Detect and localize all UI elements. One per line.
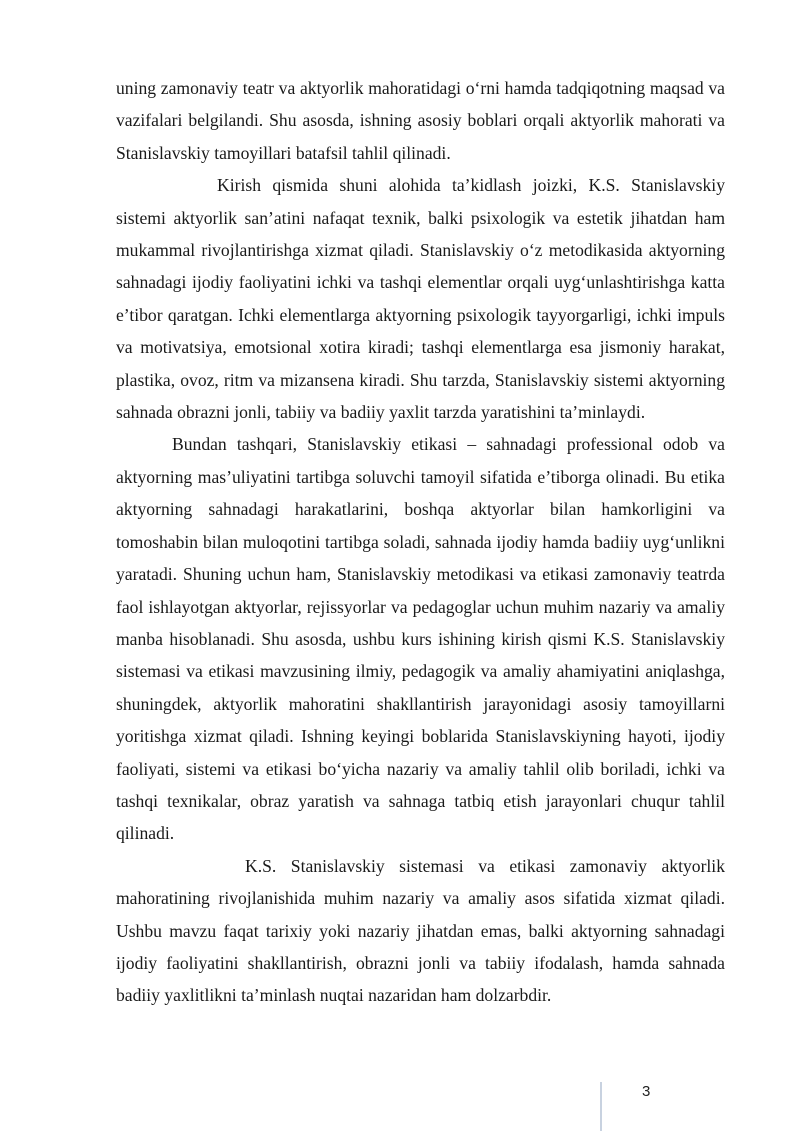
- paragraph-ethics: Bundan tashqari, Stanislavskiy etikasi – sahnadagi professional odob va aktyorning mas’uliyatini tartibga soluvchi tamoyil sifatida e’tiborga olinadi. Bu etika aktyorning sahnadagi harakatlarini, boshqa aktyorlar bilan hamkorligini va tomoshabin bilan muloqotini tartibga soladi, sahnada ijodiy hamda badiiy uyg‘unlikni yaratadi. Shuning uchun ham, Stanislavskiy metodikasi va etikasi zamonaviy teatrda faol ishlayotgan aktyorlar, rejissyorlar va pedagoglar uchun muhim nazariy va amaliy manba hisoblanadi. Shu asosda, ushbu kurs ishining kirish qismi K.S. Stanislavskiy sistemasi va etikasi mavzusining ilmiy, pedagogik va amaliy ahamiyatini aniqlashga, shuningdek, aktyorlik mahoratini shakllantirish jarayonidagi asosiy tamoyillarni yoritishga xizmat qiladi. Ishning keyingi boblarida Stanislavskiyning hayoti, ijodiy faoliyati, sistemi va etikasi bo‘yicha nazariy va amaliy tahlil olib boriladi, ichki va tashqi texnikalar, obraz yaratish va sahnaga tatbiq etish jarayonlari chuqur tahlil qilinadi.: [116, 434, 725, 844]
- page-number-divider: [600, 1082, 602, 1131]
- paragraph-conclusion: K.S. Stanislavskiy sistemasi va etikasi zamonaviy aktyorlik mahoratining rivojlanishida muhim nazariy va amaliy asos sifatida xizmat qiladi. Ushbu mavzu faqat tarixiy yoki nazariy jihatdan emas, balki aktyorning sahnadagi ijodiy faoliyatini shakllantirish, obrazni jonli va tabiiy ifodalash, hamda sahnada badiiy yaxlitlikni ta’minlash nuqtai nazaridan ham dolzarbdir.: [116, 855, 725, 1006]
- body-text: [116, 72, 725, 1012]
- page-number: 3: [642, 1083, 651, 1100]
- paragraph-continuation: uning zamonaviy teatr va aktyorlik mahoratidagi o‘rni hamda tadqiqotning maqsad va vazifalari belgilandi. Shu asosda, ishning asosiy boblari orqali aktyorlik mahorati va Stanislavskiy tamoyillari batafsil tahlil qilinadi.: [116, 78, 725, 163]
- paragraph-introduction: Kirish qismida shuni alohida ta’kidlash joizki, K.S. Stanislavskiy sistemi aktyorlik san’atini nafaqat texnik, balki psixologik va estetik jihatdan ham mukammal rivojlantirishga xizmat qiladi. Stanislavskiy o‘z metodikasida aktyorning sahnadagi ijodiy faoliyatini ichki va tashqi elementlar orqali uyg‘unlashtirishga katta e’tibor qaratgan. Ichki elementlarga aktyorning psixologik tayyorgarligi, ichki impuls va motivatsiya, emotsional xotira kiradi; tashqi elementlarga esa jismoniy harakat, plastika, ovoz, ritm va mizansena kiradi. Shu tarzda, Stanislavskiy sistemi aktyorning sahnada obrazni jonli, tabiiy va badiiy yaxlit tarzda yaratishini ta’minlaydi.: [116, 175, 725, 423]
